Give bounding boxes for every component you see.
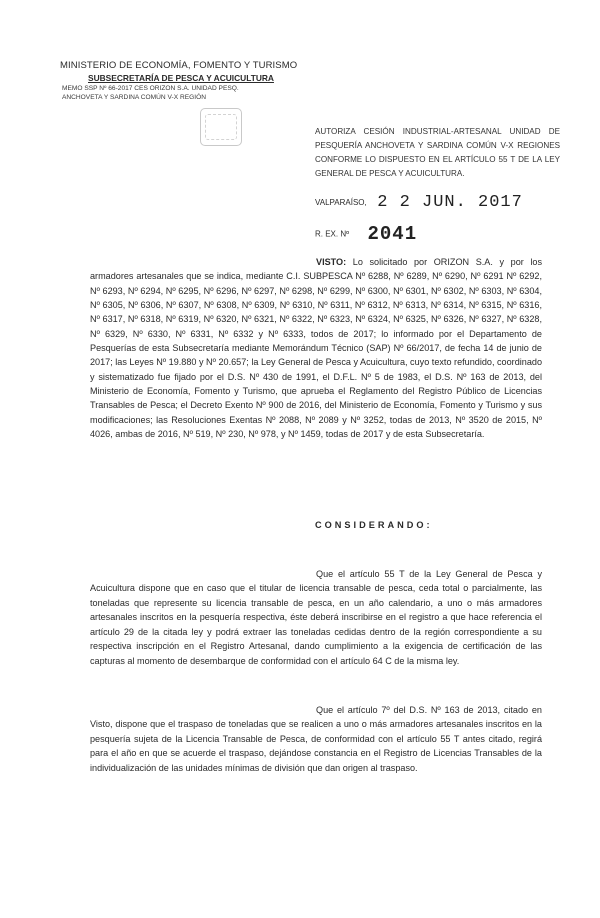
resolution-subject: AUTORIZA CESIÓN INDUSTRIAL-ARTESANAL UNIDAD DE PESQUERÍA ANCHOVETA Y SARDINA COMÚN V-X REGIONES CONFORME LO DISPUESTO EN EL ARTÍCULO 55 T DE LA LEY GENERAL DE PESCA Y ACUICULTURA.: [315, 127, 560, 178]
memo-reference-line-2: ANCHOVETA Y SARDINA COMÚN V-X REGIÓN: [62, 94, 206, 101]
visto-label: VISTO:: [316, 257, 347, 267]
considerando-paragraph-2: Que el artículo 7º del D.S. Nº 163 de 2013, citado en Visto, dispone que el traspaso de toneladas que se realicen a uno o más armadores artesanales inscritos en la pesquería sujeta de la Licencia Transable de Pesca, de conformidad con el artículo 55 T antes citado, regirá para el año en que se acuerde el traspaso, dejándose constancia en el Registro de Licencias Transables de la individualización de las unidades mínimas de división que dan origen al traspaso.: [90, 705, 542, 773]
ministry-name: MINISTERIO DE ECONOMÍA, FOMENTO Y TURISMO: [60, 60, 298, 71]
place-date-line: [315, 193, 523, 212]
considerando-paragraph-1: Que el artículo 55 T de la Ley General de Pesca y Acuicultura dispone que en caso que el titular de licencia transable de pesca, ceda total o parcialmente, las toneladas que represente su licencia transable de pesca, en un año calendario, a uno o más armadores artesanales inscritos en la pesquería respectiva, éste deberá inscribirse en el registro a que hace referencia el artículo 29 de la citada ley y podrá extraer las toneladas cedidas dentro de la región correspondiente a su respectiva inscripción en el Registro Artesanal, dando cumplimiento a la exigencia de certificación de las capturas al momento de desembarque de conformidad con el artículo 64 C de la misma ley.: [90, 569, 542, 666]
considerando-heading: CONSIDERANDO:: [315, 520, 433, 530]
place-label: VALPARAÍSO,: [315, 198, 367, 207]
letterhead: [60, 60, 300, 102]
resolution-number: 2041: [367, 223, 418, 245]
visto-text: Lo solicitado por ORIZON S.A. y por los armadores artesanales que se indica, mediante C.I. SUBPESCA Nº 6288, Nº 6289, Nº 6290, Nº 6291 Nº 6292, Nº 6293, Nº 6294, Nº 6295, Nº 6296, Nº 6297, Nº 6298, Nº 6299, Nº 6300, Nº 6301, Nº 6302, Nº 6303, Nº 6304, Nº 6305, Nº 6306, Nº 6307, Nº 6308, Nº 6309, Nº 6310, Nº 6311, Nº 6312, Nº 6313, Nº 6314, Nº 6315, Nº 6316, Nº 6317, Nº 6318, Nº 6319, Nº 6320, Nº 6321, Nº 6322, Nº 6323, Nº 6324, Nº 6325, Nº 6326, Nº 6327, Nº 6328, Nº 6329, Nº 6330, Nº 6331, Nº 6332 y Nº 6333, todos de 2017; lo informado por el Departamento de Pesquerías de esta Subsecretaría mediante Memorándum Técnico (SAP) Nº 66/2017, de fecha 14 de junio de 2017; las Leyes Nº 19.880 y Nº 20.657; la Ley General de Pesca y Acuicultura, cuyo texto refundido, coordinado y sistematizado fue fijado por el D.S. Nº 430 de 1991, el D.F.L. Nº 5 de 1983, el D.S. Nº 163 de 2013, del Ministerio de Economía, Fomento y Turismo, que aprueba el Reglamento del Registro Público de Licencias Transables de Pesca; el Decreto Exento Nº 900 de 2016, del Ministerio de Economía, Fomento y Turismo y sus modificaciones; las Resoluciones Exentas Nº 2088, Nº 2089 y Nº 3252, todas de 2013, Nº 3520 de 2015, Nº 4026, ambas de 2016, Nº 519, Nº 230, Nº 978, y Nº 1459, todas de 2017 y de esta Subsecretaría.: [90, 257, 543, 440]
visto-paragraph: [90, 255, 542, 441]
memo-reference-line-1: MEMO SSP Nº 66-2017 CES ORIZON S.A. UNIDAD PESQ.: [62, 85, 239, 92]
resolution-label: R. EX. Nº: [315, 229, 350, 239]
stamp-inner-frame: [205, 114, 237, 140]
faded-stamp-icon: [200, 108, 242, 146]
resolution-number-line: [315, 223, 417, 245]
subsecretaria-name: SUBSECRETARÍA DE PESCA Y ACUICULTURA: [88, 73, 274, 83]
date-stamp: 2 2 JUN. 2017: [377, 193, 523, 212]
